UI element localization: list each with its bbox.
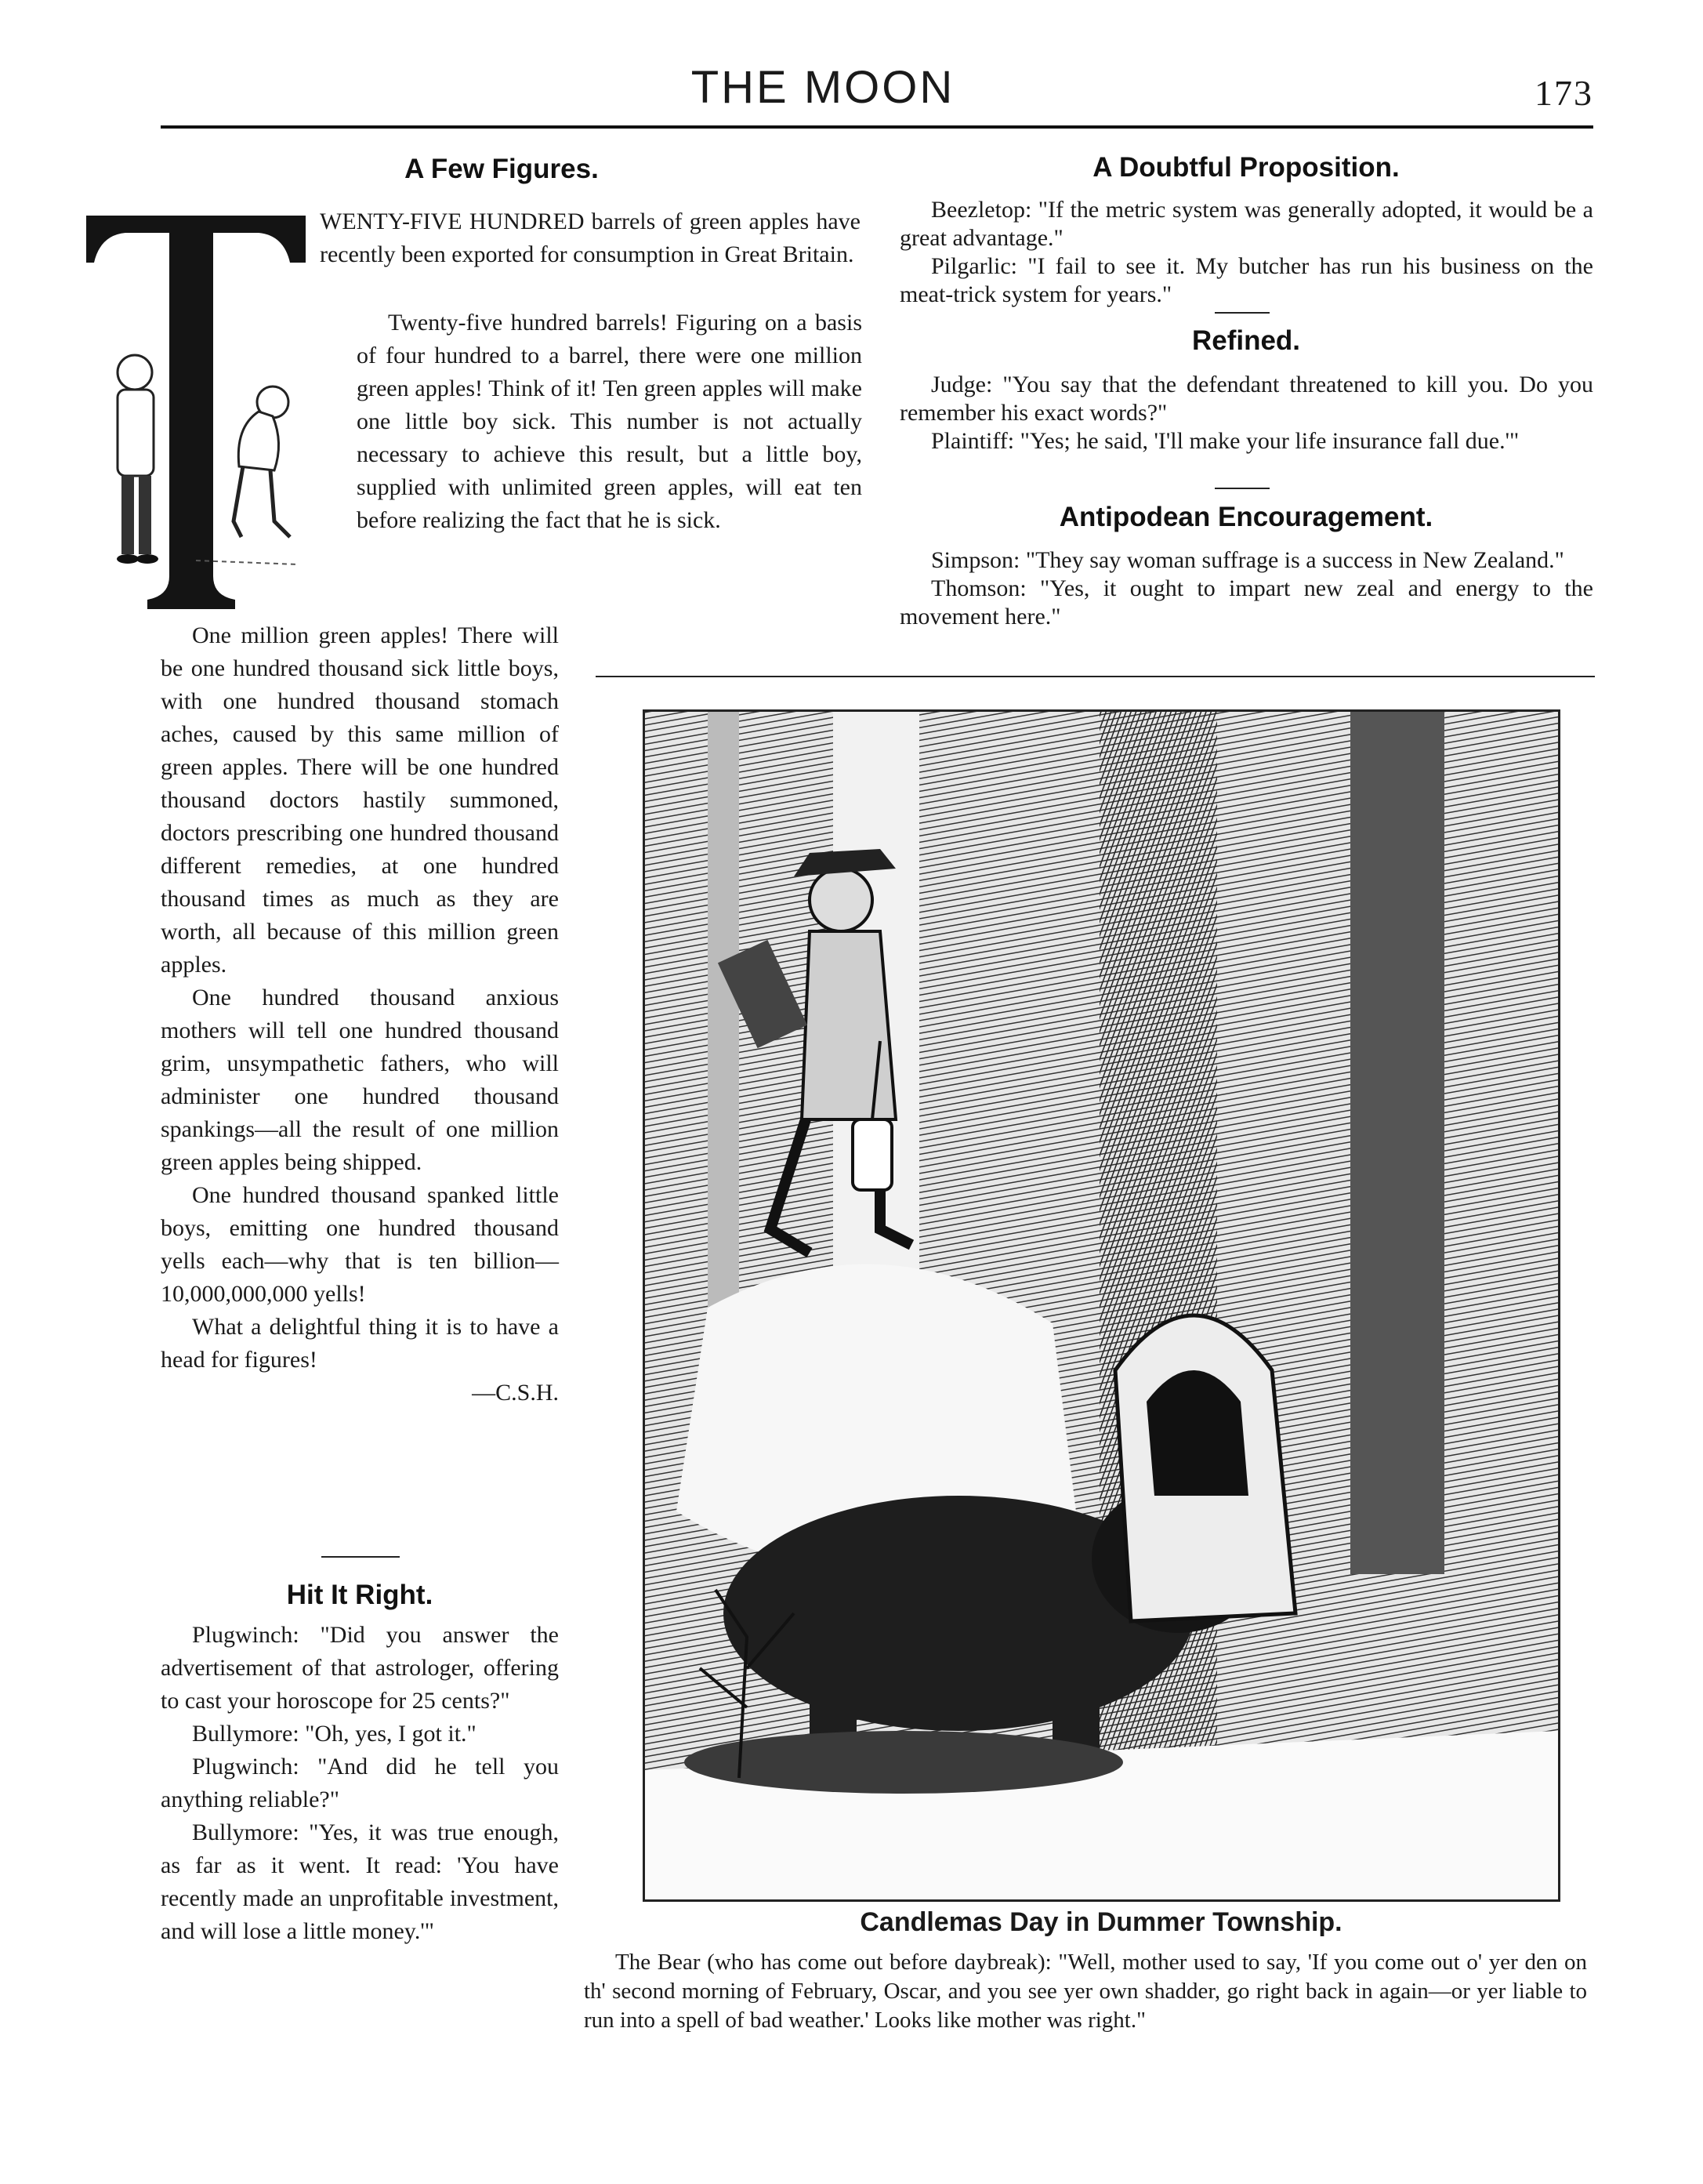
hit-it-right-line-4: Bullymore: "Yes, it was true enough, as far as it went. It read: 'You have recently made an unprofitable investment, and will lose a little money.'" — [161, 1819, 559, 1944]
few-figures-paragraph-1: Twenty-five hundred barrels! Figuring on a basis of four hundred to a barrel, there were one million green apples! Think of it! Ten green apples will make one little boy sick. This number is not actually necessary to achieve this result, but a little boy, supplied with unlimited green apples, will eat ten before realizing the fact that he is sick. — [357, 310, 862, 533]
refined-line-1: Judge: "You say that the defendant threatened to kill you. Do you remember his exact words?" — [900, 372, 1593, 426]
doubtful-proposition-line-1: Beezletop: "If the metric system was generally adopted, it would be a great advantage." — [900, 197, 1593, 251]
antipodean-line-2: Thomson: "Yes, it ought to impart new zeal and energy to the movement here." — [900, 575, 1593, 629]
forest-bear-drawing — [645, 712, 1558, 1899]
few-figures-paragraph-2: One million green apples! There will be one hundred thousand sick little boys, with one hundred thousand stomach aches, caused by this same million of green apples. There will be one hundred thousand doctors hastily summoned, doctors prescribing one hundred thousand different remedies, at one hundred thousand times as much as they are worth, all because of this million green apples. — [161, 622, 559, 978]
drop-cap-illustration — [78, 208, 306, 615]
drop-cap-t-icon — [78, 208, 306, 615]
hit-it-right-line-2: Bullymore: "Oh, yes, I got it." — [192, 1721, 476, 1747]
hit-it-right-line-3: Plugwinch: "And did he tell you anything reliable?" — [161, 1754, 559, 1812]
few-figures-paragraph-5: What a delightful thing it is to have a head for figures! — [161, 1314, 559, 1373]
section-divider — [1215, 488, 1270, 489]
doubtful-proposition-heading: A Doubtful Proposition. — [1092, 152, 1400, 183]
hit-it-right-heading: Hit It Right. — [286, 1580, 433, 1610]
few-figures-paragraph-4: One hundred thousand spanked little boys, emitting one hundred thousand yells each—why that is ten billion—10,000,000,000 yells! — [161, 1182, 559, 1307]
few-figures-upper-column — [357, 307, 862, 537]
cartoon-illustration — [643, 709, 1560, 1902]
page-number: 173 — [1535, 73, 1593, 113]
refined-line-2: Plaintiff: "Yes; he said, 'I'll make your life insurance fall due.'" — [931, 428, 1520, 454]
cartoon-title: Candlemas Day in Dummer Township. — [860, 1907, 1342, 1937]
masthead-rule — [161, 125, 1593, 129]
antipodean-line-1: Simpson: "They say woman suffrage is a success in New Zealand." — [931, 547, 1564, 573]
few-figures-paragraph-3: One hundred thousand anxious mothers will tell one hundred thousand grim, unsympathetic fathers, who will administer one hundred thousand spankings—all the result of one million green apples being shipped. — [161, 985, 559, 1175]
doubtful-proposition-body — [900, 196, 1593, 309]
refined-heading: Refined. — [1191, 325, 1301, 356]
cartoon-caption-text: The Bear (who has come out before daybreak): "Well, mother used to say, 'If you come out o' yer den on th' second morning of February, Oscar, and you see yer own shadder, go right back in again—or yer liable to run into a spell of bad weather.' Looks like mother was right." — [584, 1950, 1587, 2033]
antipodean-body — [900, 546, 1593, 631]
doubtful-proposition-line-2: Pilgarlic: "I fail to see it. My butcher has run his business on the meat-trick system for years." — [900, 253, 1593, 307]
cartoon-caption — [584, 1948, 1587, 2035]
few-figures-first-line: WENTY-FIVE HUNDRED barrels of green apples have recently been exported for consumption in Great Britain. — [320, 209, 861, 267]
few-figures-intro — [320, 205, 861, 271]
few-figures-heading: A Few Figures. — [404, 154, 599, 184]
cartoon-top-rule — [596, 676, 1595, 677]
hit-it-right-body — [161, 1619, 559, 1948]
section-divider — [1215, 312, 1270, 314]
refined-body — [900, 371, 1593, 455]
few-figures-lower-column — [161, 619, 559, 1409]
masthead-title: THE MOON — [690, 62, 955, 113]
antipodean-heading: Antipodean Encouragement. — [1059, 502, 1433, 532]
few-figures-signature: —C.S.H. — [472, 1380, 559, 1406]
hit-it-right-line-1: Plugwinch: "Did you answer the advertisement of that astrologer, offering to cast your horoscope for 25 cents?" — [161, 1622, 559, 1714]
section-divider — [321, 1556, 400, 1558]
